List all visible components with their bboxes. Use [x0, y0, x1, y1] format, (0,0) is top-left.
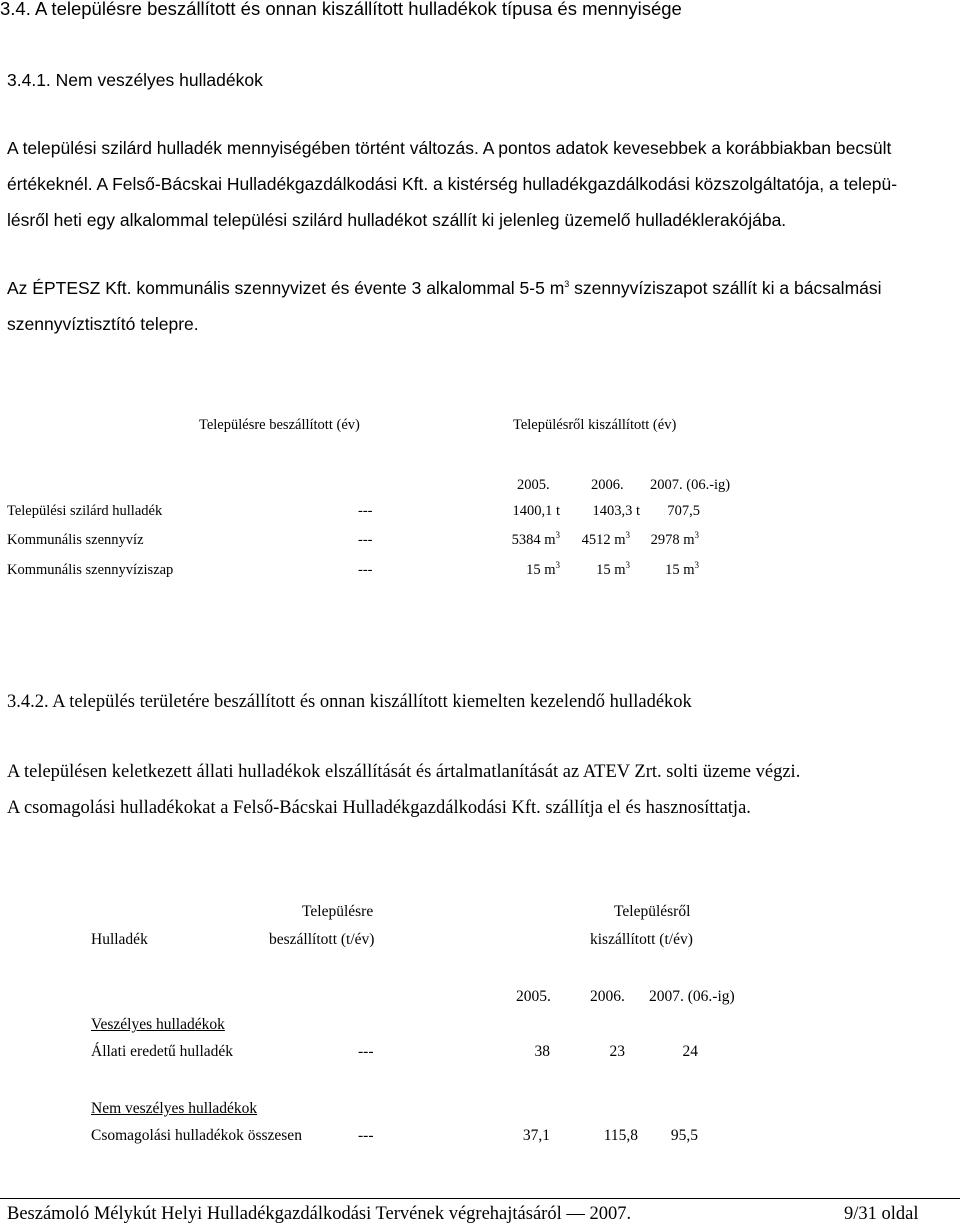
table2-year-2006: 2006.: [590, 988, 625, 1005]
table2-row-label: Csomagolási hulladékok összesen: [91, 1127, 302, 1144]
table2-group-nonhazardous: Nem veszélyes hulladékok: [91, 1100, 258, 1117]
table1-row-label: Kommunális szennyvíziszap: [7, 562, 174, 578]
table2-year-2007: 2007. (06.-ig): [649, 988, 735, 1005]
table2-header-waste: Hulladék: [91, 931, 148, 948]
table1-row-2007: 2978 $m^3$: [650, 530, 699, 548]
table1-row-in: ---: [358, 562, 373, 578]
table2-header-in-1: Településre: [302, 903, 374, 920]
paragraph-2-line-1: Az ÉPTESZ Kft. kommunális szennyvizet és évente 3 alkalommal 5-5 $m^3$ szennyvíziszapot szállít ki a bácsalmási: [7, 278, 882, 298]
table1-year-2005: 2005.: [517, 477, 550, 493]
page-number: 9/31 oldal: [844, 1204, 919, 1224]
footer-title: Beszámoló Mélykút Helyi Hulladékgazdálkodási Tervének végrehajtásáról — 2007.: [7, 1204, 632, 1224]
table2-header-out-2: kiszállított (t/év): [590, 931, 693, 948]
subsection-title-2: 3.4.2. A település területére beszállított és onnan kiszállított kiemelten kezelendő hulladékok: [7, 692, 692, 712]
table2-row-2006: 23: [609, 1043, 625, 1060]
table1-row-in: ---: [358, 503, 373, 519]
table1-year-2007: 2007. (06.-ig): [650, 477, 731, 493]
footer-divider: [0, 1198, 960, 1199]
paragraph-3-line-2: A csomagolási hulladékokat a Felső-Bácskai Hulladékgazdálkodási Kft. szállítja el és hasznosíttatja.: [7, 798, 751, 818]
table1-row-label: Települési szilárd hulladék: [7, 503, 163, 519]
table2-row-in: ---: [358, 1043, 374, 1060]
table2-row-2005: 38: [534, 1043, 550, 1060]
table2-group-hazardous: Veszélyes hulladékok: [91, 1016, 225, 1033]
table1-row-2006: 4512 $m^3$: [581, 530, 630, 548]
paragraph-1-line-2: értékeknél. A Felső-Bácskai Hulladékgazdálkodási Kft. a kistérség hulladékgazdálkodási közszolgáltatója, a telepü-: [7, 174, 898, 194]
table2-row-2006: 115,8: [603, 1127, 638, 1144]
section-title: 3.4. A településre beszállított és onnan kiszállított hulladékok típusa és mennyisége: [0, 0, 682, 19]
table2-year-2005: 2005.: [516, 988, 551, 1005]
table1-row-2005: 15 $m^3$: [526, 560, 560, 578]
paragraph-2-line-2: szennyvíztisztító telepre.: [7, 314, 199, 334]
table1-row-in: ---: [358, 532, 373, 548]
table2-header-out-1: Településről: [614, 903, 691, 920]
table2-row-2005: 37,1: [522, 1127, 550, 1144]
table1-row-2005: 5384 $m^3$: [511, 530, 560, 548]
subsection-title-1: 3.4.1. Nem veszélyes hulladékok: [7, 70, 263, 90]
table1-row-2005: 1400,1 t: [512, 503, 560, 519]
table2-row-label: Állati eredetű hulladék: [91, 1043, 234, 1060]
table1-header-out: Településről kiszállított (év): [513, 417, 677, 433]
table2-row-in: ---: [358, 1127, 374, 1144]
table1-row-2007: 707,5: [667, 503, 700, 519]
paragraph-1-line-3: lésről heti egy alkalommal települési szilárd hulladékot szállít ki jelenleg üzemelő hulladéklerakójába.: [7, 210, 787, 230]
table1-header-in: Településre beszállított (év): [199, 417, 360, 433]
paragraph-3-line-1: A településen keletkezett állati hulladékok elszállítását és ártalmatlanítását az ATEV Zrt. solti üzeme végzi.: [7, 762, 801, 782]
table2-header-in-2: beszállított (t/év): [269, 931, 375, 948]
paragraph-1-line-1: A települési szilárd hulladék mennyiségében történt változás. A pontos adatok kevesebbek a korábbiakban becsült: [7, 138, 892, 158]
table1-row-2006: 15 $m^3$: [596, 560, 630, 578]
table2-row-2007: 24: [682, 1043, 698, 1060]
table1-row-2007: 15 $m^3$: [665, 560, 699, 578]
table1-row-2006: 1403,3 t: [592, 503, 640, 519]
table2-row-2007: 95,5: [670, 1127, 698, 1144]
table1-row-label: Kommunális szennyvíz: [7, 532, 144, 548]
table1-year-2006: 2006.: [591, 477, 624, 493]
